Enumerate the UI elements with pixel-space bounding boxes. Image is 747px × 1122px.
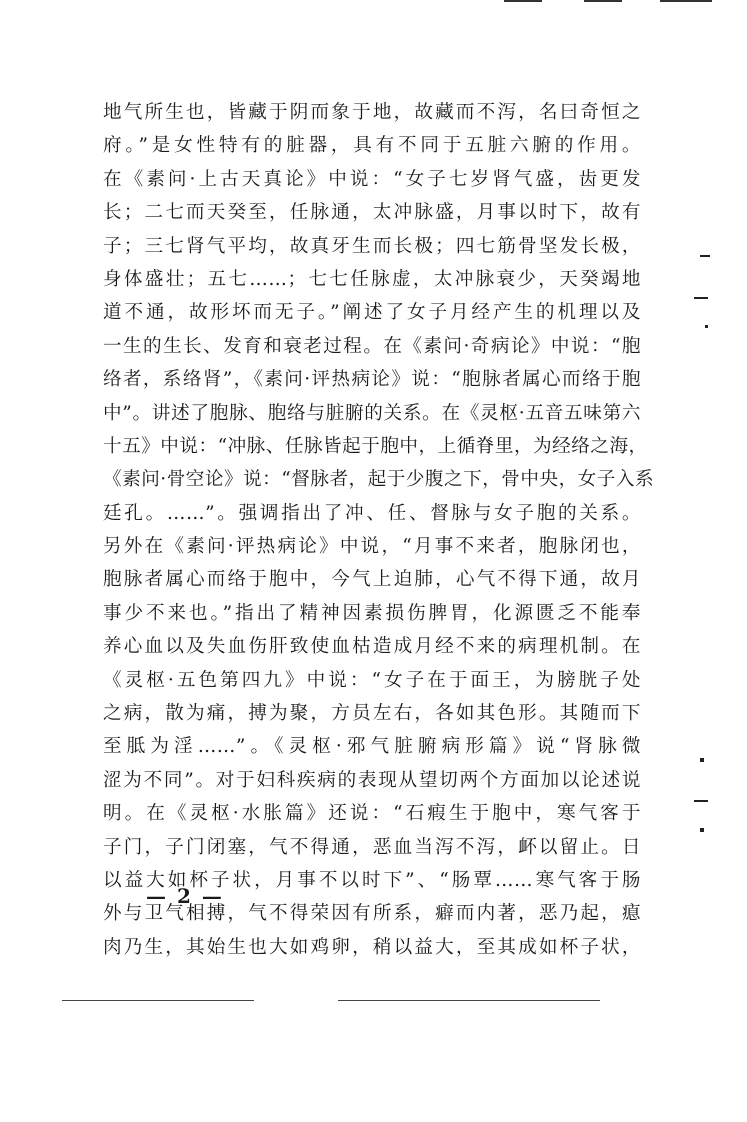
text-line: 《素问·骨空论》说：“督脉者，起于少腹之下，骨中央，女子入系 bbox=[103, 469, 655, 491]
text-line: 一生的生长、发育和衰老过程。在《素问·奇病论》中说：“胞 bbox=[103, 335, 641, 357]
text-line: 在《素问·上古天真论》中说：“女子七岁肾气盛，齿更发 bbox=[103, 168, 641, 190]
body-text bbox=[103, 96, 655, 964]
text-line: 府。”是女性特有的脏器，具有不同于五脏六腑的作用。 bbox=[103, 135, 641, 157]
text-line: 子；三七肾气平均，故真牙生而长极；四七筋骨坚发长极， bbox=[103, 235, 641, 257]
text-line: 地气所生也，皆藏于阴而象于地，故藏而不泻，名曰奇恒之 bbox=[103, 102, 641, 123]
text-line: 道不通，故形坏而无子。”阐述了女子月经产生的机理以及 bbox=[103, 302, 641, 324]
top-rule-3 bbox=[660, 0, 712, 2]
text-line: 养心血以及失血伤肝致使血枯造成月经不来的病理机制。在 bbox=[103, 636, 641, 658]
text-line: 另外在《素问·评热病论》中说，“月事不来者，胞脉闭也， bbox=[103, 536, 641, 558]
margin-mark bbox=[705, 325, 708, 328]
margin-mark bbox=[700, 758, 704, 762]
text-line: 长；二七而天癸至，任脉通，太冲脉盛，月事以时下，故有 bbox=[103, 202, 641, 224]
margin-mark bbox=[694, 800, 708, 802]
text-line: 之病，散为痛，搏为聚，方员左右，各如其色形。其随而下 bbox=[103, 703, 641, 725]
text-line: 明。在《灵枢·水胀篇》还说：“石瘕生于胞中，寒气客于 bbox=[103, 803, 641, 825]
text-line: 胞脉者属心而络于胞中，今气上迫肺，心气不得下通，故月 bbox=[103, 569, 641, 591]
text-line: 涩为不同”。对于妇科疾病的表现从望切两个方面加以论述说 bbox=[103, 769, 641, 791]
margin-mark bbox=[700, 255, 710, 257]
text-line: 《灵枢·五色第四九》中说：“女子在于面王，为膀胱子处 bbox=[103, 669, 641, 691]
text-line: 身体盛壮；五七……；七七任脉虚，太冲脉衰少，天癸竭地 bbox=[103, 268, 641, 290]
text-line: 肉乃生，其始生也大如鸡卵，稍以益大，至其成如杯子状， bbox=[103, 936, 641, 958]
text-line: 中”。讲述了胞脉、胞络与脏腑的关系。在《灵枢·五音五味第六 bbox=[103, 402, 641, 424]
text-line: 事少不来也。”指出了精神因素损伤脾胃，化源匮乏不能奉 bbox=[103, 602, 641, 624]
margin-mark bbox=[694, 297, 708, 299]
text-line: 十五》中说：“冲脉、任脉皆起于胞中，上循脊里，为经络之海， bbox=[103, 435, 648, 457]
page-number: — 2 — bbox=[146, 884, 224, 908]
text-line: 至胝为淫……”。《灵枢·邪气脏腑病形篇》说“肾脉微 bbox=[103, 736, 641, 758]
margin-mark bbox=[700, 828, 704, 832]
text-line: 子门，子门闭塞，气不得通，恶血当泻不泻，衃以留止。日 bbox=[103, 836, 641, 858]
top-rule-1 bbox=[504, 0, 542, 2]
text-line: 络者，系络肾”，《素问·评热病论》说：“胞脉者属心而络于胞 bbox=[103, 369, 641, 391]
bottom-rule bbox=[62, 1000, 254, 1001]
bottom-rule bbox=[338, 1000, 600, 1001]
text-line: 廷孔。……”。强调指出了冲、任、督脉与女子胞的关系。 bbox=[103, 502, 641, 524]
text-line: 以益大如杯子状，月事不以时下”、“肠覃……寒气客于肠 bbox=[103, 869, 641, 891]
text-line: 外与卫气相搏，气不得荣因有所系，癖而内著，恶乃起，瘜 bbox=[103, 903, 641, 925]
top-rule-2 bbox=[584, 0, 622, 2]
